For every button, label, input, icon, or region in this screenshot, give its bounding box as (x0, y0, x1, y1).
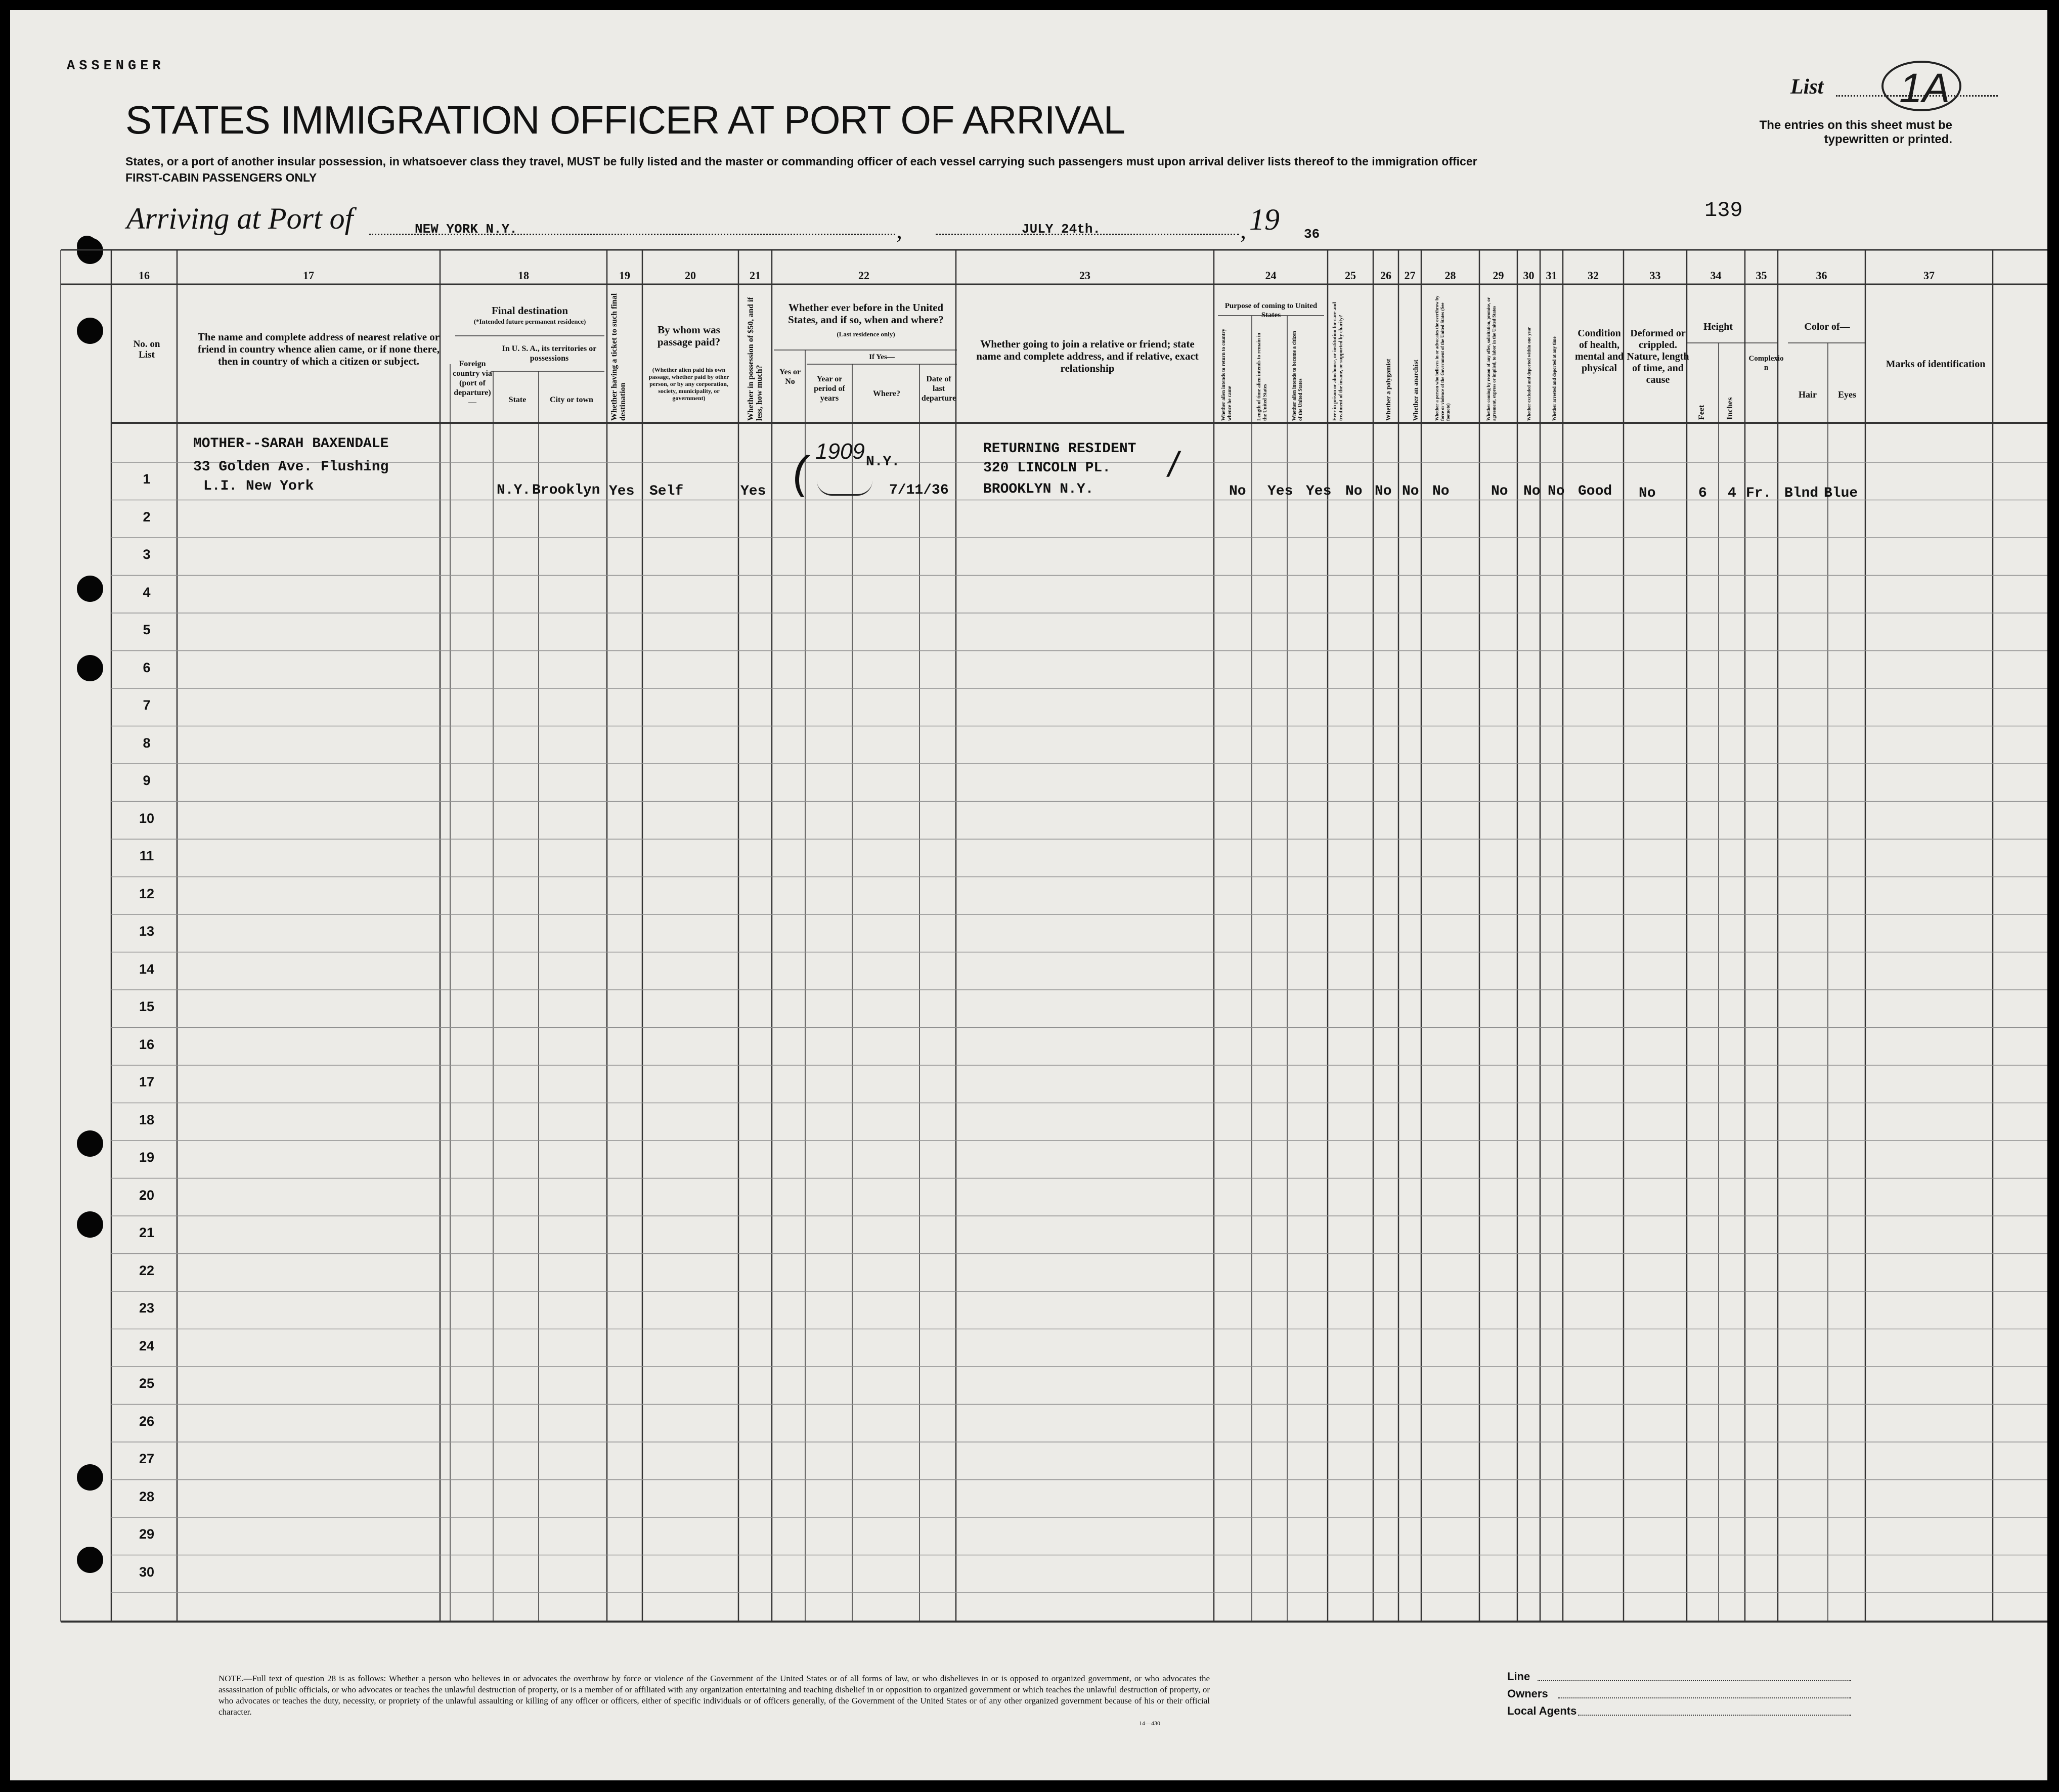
entry-arrested: No (1548, 484, 1565, 499)
entry-length: Yes (1267, 484, 1293, 499)
header-col32: Condition of health, mental and physical (1574, 328, 1624, 374)
form-number: 14—430 (1139, 1720, 1160, 1727)
row-number: 22 (139, 1262, 155, 1278)
column-number: 19 (619, 269, 630, 282)
header-fragment: ASSENGER (67, 59, 165, 74)
header-col19: Whether having a ticket to such final destination (610, 293, 627, 421)
row-number: 11 (139, 848, 154, 863)
entry-inches: 4 (1728, 486, 1736, 501)
column-number: 34 (1710, 269, 1722, 282)
entry-polygamist: No (1375, 484, 1392, 499)
row-number: 14 (139, 961, 155, 977)
entry-relative-line3: L.I. New York (203, 478, 314, 494)
entry-hair: Blnd (1784, 486, 1819, 501)
header-col22: Whether ever before in the United States, and if so, when and where? (788, 301, 944, 326)
row-number: 17 (139, 1074, 155, 1089)
entry-state: N.Y. (497, 483, 531, 498)
header-col18-state: State (508, 396, 527, 404)
header-col22-sub: (Last residence only) (837, 330, 895, 338)
column-number: 24 (1265, 269, 1277, 282)
header-col22-year: Year or period of years (814, 375, 845, 403)
header-col18-title: Final destination (491, 304, 568, 317)
column-number: 29 (1493, 269, 1504, 282)
header-col31: Whether arrested and deported at any time (1552, 336, 1557, 421)
entry-city: Brooklyn (532, 483, 600, 498)
comma-1: , (896, 217, 902, 244)
agents-dots (1578, 1715, 1851, 1716)
row-number: 18 (139, 1112, 155, 1127)
row-number: 5 (143, 622, 151, 637)
column-number: 22 (858, 269, 869, 282)
row-number: 25 (139, 1376, 155, 1391)
header-col22-ifyes: If Yes— (869, 353, 895, 361)
row-number: 8 (143, 735, 151, 751)
header-col34-inches: Inches (1726, 397, 1734, 420)
header-col18-sub: (*Intended future permanent residence) (473, 318, 586, 325)
stamp-number: 139 (1704, 198, 1743, 223)
header-col16: No. on List (133, 339, 160, 360)
column-number: 28 (1444, 269, 1456, 282)
column-number: 32 (1588, 269, 1599, 282)
header-col36-hair: Hair (1799, 389, 1817, 400)
agents-label: Local Agents (1507, 1704, 1577, 1717)
row-number: 1 (143, 471, 151, 487)
entry-overthrow: No (1432, 484, 1450, 499)
header-col24: Purpose of coming to United States (1224, 302, 1318, 319)
column-number: 31 (1546, 269, 1557, 282)
header-col22-date: Date of last departure (921, 375, 956, 403)
header-col18-foreign: Foreign country via (port of departure)— (453, 360, 492, 407)
row-number: 29 (139, 1526, 155, 1542)
row-number: 15 (139, 999, 155, 1014)
year-prefix: 19 (1249, 203, 1280, 236)
entry-anarchist: No (1402, 484, 1419, 499)
row-number: 3 (143, 547, 151, 562)
entry-health: Good (1578, 484, 1612, 499)
column-number: 27 (1404, 269, 1416, 282)
year-suffix: 36 (1304, 227, 1320, 242)
row-number: 24 (139, 1338, 155, 1353)
row-number: 21 (139, 1225, 155, 1240)
column-number: 36 (1816, 269, 1827, 282)
row-number: 16 (139, 1036, 155, 1052)
row-number: 20 (139, 1187, 155, 1203)
column-number: 25 (1345, 269, 1356, 282)
entry-join-line2: 320 LINCOLN PL. (983, 460, 1111, 476)
entry-before-year: 1909 (815, 439, 865, 464)
column-number: 30 (1523, 269, 1535, 282)
list-value: 1A (1899, 65, 1950, 111)
header-col22-where: Where? (873, 389, 900, 398)
handwritten-bracket: ( (790, 446, 812, 498)
row-number: 26 (139, 1413, 155, 1429)
entry-return: No (1229, 484, 1246, 499)
list-label: List (1790, 75, 1824, 99)
entry-eyes: Blue (1824, 486, 1858, 501)
header-col24-a: Whether alien intends to return to country whence he came (1221, 329, 1233, 421)
owners-label: Owners (1507, 1687, 1548, 1700)
column-number: 35 (1756, 269, 1767, 282)
column-number: 33 (1649, 269, 1661, 282)
header-col30: Whether excluded and deported within one year (1526, 327, 1531, 421)
entry-deformed: No (1639, 486, 1656, 501)
manifest-page (10, 10, 2047, 1780)
row-number: 4 (143, 584, 151, 600)
header-col17: The name and complete address of nearest relative or friend in country whence alien came, or if none there, then in country of which a citizen or subject. (197, 331, 440, 367)
entry-before-date: 7/11/36 (889, 483, 949, 498)
entry-ticket: Yes (609, 484, 635, 499)
entry-join-line1: RETURNING RESIDENT (983, 441, 1136, 457)
header-col18-usa: In U. S. A., its territories or possessions (502, 344, 597, 363)
header-col37: Marks of identification (1886, 359, 1986, 370)
column-number: 18 (518, 269, 529, 282)
header-col26: Whether a polygamist (1384, 359, 1392, 421)
column-number: 21 (750, 269, 761, 282)
entry-prison: No (1345, 484, 1363, 499)
column-number: 20 (685, 269, 696, 282)
owners-dots (1558, 1697, 1851, 1698)
entry-join-line3: BROOKLYN N.Y. (983, 482, 1094, 497)
row-number: 23 (139, 1300, 155, 1316)
header-col34-feet: Feet (1697, 405, 1706, 420)
row-number: 9 (143, 773, 151, 788)
row-number: 2 (143, 509, 151, 525)
header-col24-b: Length of time alien intends to remain in the United States (1256, 333, 1268, 421)
row-number: 12 (139, 886, 155, 901)
header-col25: Ever in prison or almshouse, or institution for care and treatment of the insane, or supported by charity? (1332, 302, 1344, 421)
entry-complexion: Fr. (1746, 486, 1772, 501)
header-col24-c: Whether alien intends to become a citizen of the United States (1292, 331, 1303, 421)
header-instructions: States, or a port of another insular possession, in whatsoever class they travel, MUST be fully listed and the master or commanding officer of each vessel carrying such passengers must upon arrival deliver lists thereof to the immigration officer (125, 155, 1477, 168)
column-number: 23 (1079, 269, 1090, 282)
line-dots (1538, 1680, 1851, 1681)
class-line: FIRST-CABIN PASSENGERS ONLY (125, 171, 317, 184)
header-col33: Deformed or crippled. Nature, length of time, and cause (1627, 328, 1689, 385)
row-number: 27 (139, 1451, 155, 1466)
entry-before-where: N.Y. (866, 454, 900, 470)
footnote-q28: NOTE.—Full text of question 28 is as follows: Whether a person who believes in or advocates the overthrow by force or violence of the Government of the United States or of all forms of law, or who disbelieves in or is opposed to organized government, or who advocates the assassination of public officials, or who advocates or teaches the unlawful destruction of property, or is a member of or affiliated with any organization entertaining and teaching disbelief in or opposition to organized government or which teaches the unlawful destruction of property, or who advocates or teaches the duty, necessity, or propriety of the unlawful assaulting or killing of any officer or officers, either of specific individuals or of officers generally, of the Government of the United States or of any other organized government because of his or their official character. (218, 1674, 1210, 1717)
column-number: 37 (1923, 269, 1935, 282)
row-number: 30 (139, 1564, 155, 1580)
column-number: 16 (139, 269, 150, 282)
header-col23: Whether going to join a relative or friend; state name and complete address, and if relative, exact relationship (976, 338, 1199, 374)
row-number: 7 (143, 697, 151, 713)
header-col21: Whether in possession of $50, and if less, how much? (747, 297, 764, 421)
port-value: NEW YORK N.Y. (415, 222, 517, 237)
handwritten-scribble (817, 473, 872, 496)
entry-citizen: Yes (1306, 484, 1332, 499)
column-number: 17 (303, 269, 314, 282)
date-value: JULY 24th. (1022, 222, 1101, 237)
row-number: 28 (139, 1489, 155, 1504)
header-col35: Complexion (1748, 355, 1784, 372)
header-col28: Whether a person who believes in or advocates the overthrow by force or violence of the Government of the United States (See footnote) (1434, 295, 1451, 421)
header-col27: Whether an anarchist (1412, 360, 1419, 421)
header-col34: Height (1703, 321, 1733, 332)
entries-note: The entries on this sheet must be typewritten or printed. (1759, 118, 1952, 146)
header-col36: Color of— (1804, 321, 1850, 332)
arriving-label: Arriving at Port of (126, 202, 354, 235)
entry-relative-line1: MOTHER--SARAH BAXENDALE (193, 436, 389, 452)
entry-excluded: No (1523, 484, 1541, 499)
entry-offer: No (1491, 484, 1508, 499)
column-number: 26 (1380, 269, 1391, 282)
header-col18-city: City or town (550, 396, 593, 404)
row-number: 19 (139, 1150, 155, 1165)
comma-2: , (1240, 217, 1246, 244)
handwritten-check: / (1168, 445, 1178, 484)
header-col29: Whether coming by reason of any offer, solicitation, promise, or agreement, express or implied, to labor in the United States (1486, 297, 1497, 421)
page-title: STATES IMMIGRATION OFFICER AT PORT OF ARRIVAL (125, 98, 1125, 142)
header-col20: By whom was passage paid? (657, 324, 721, 348)
row-number: 10 (139, 810, 155, 826)
header-col36-eyes: Eyes (1838, 389, 1856, 400)
entry-feet: 6 (1698, 486, 1707, 501)
row-number: 13 (139, 924, 155, 939)
header-col22-yesno: Yes or No (779, 368, 801, 386)
entry-fifty: Yes (740, 484, 766, 499)
header-col20-sub: (Whether alien paid his own passage, whether paid by other person, or by any corporation, society, municipality, or government) (648, 366, 729, 402)
entry-passage: Self (649, 484, 684, 499)
entry-relative-line2: 33 Golden Ave. Flushing (193, 459, 389, 475)
row-number: 6 (143, 660, 151, 675)
line-label: Line (1507, 1670, 1530, 1683)
